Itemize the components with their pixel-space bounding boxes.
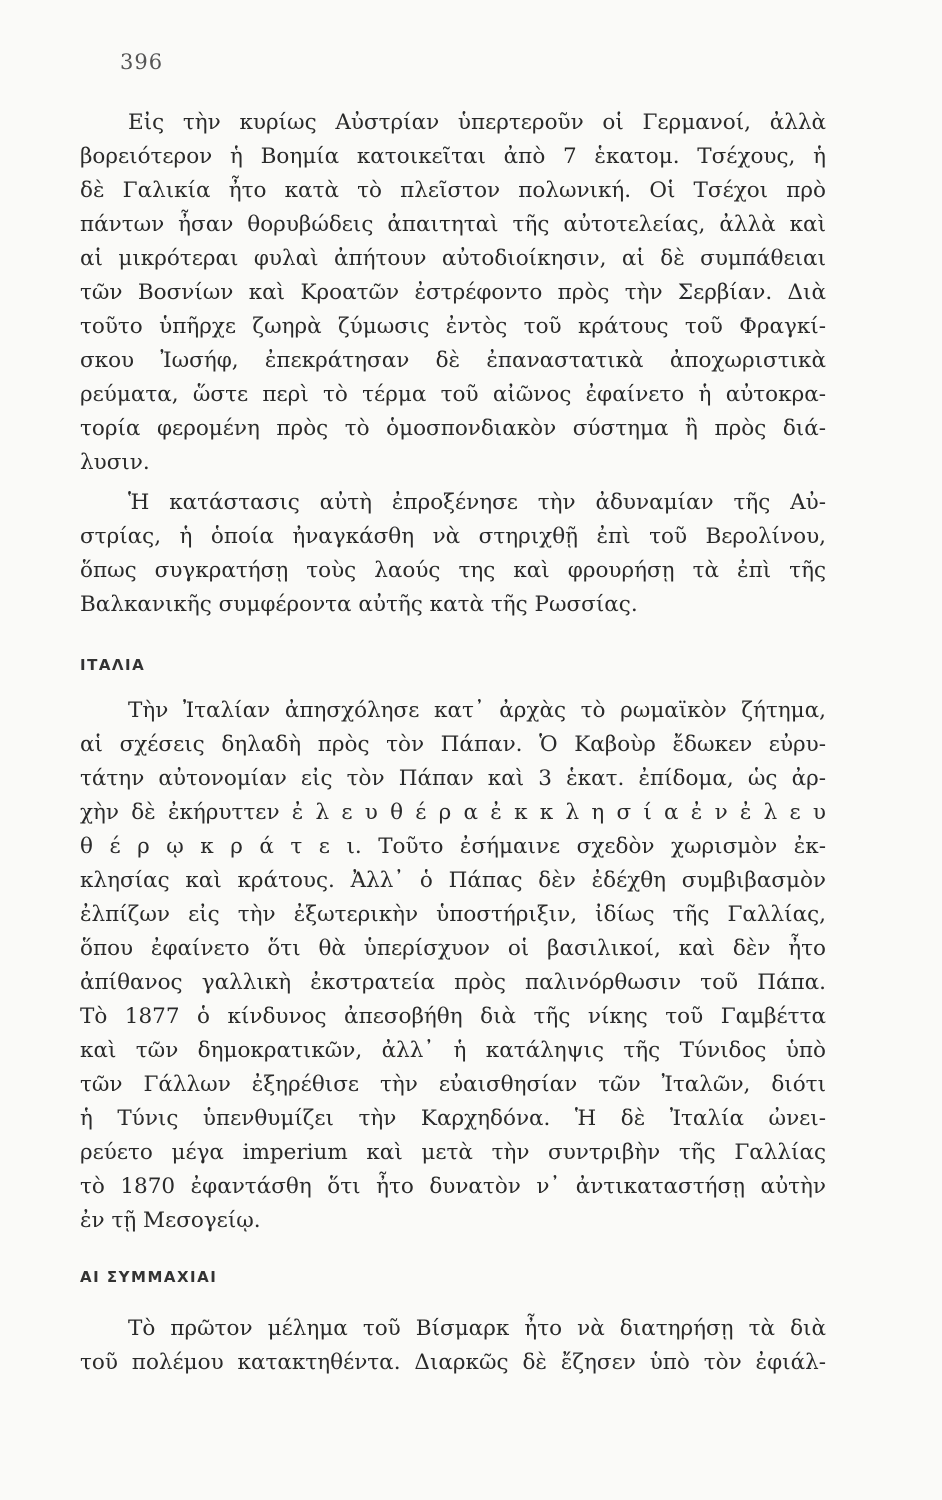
text-line: Τὴν Ἰταλίαν ἀπησχόλησε κατ᾽ ἀρχὰς τὸ ρωμαϊκὸν ζήτημα, — [128, 698, 826, 723]
paragraph-alliances — [80, 1312, 826, 1380]
text-line: χὴν δὲ ἐκήρυττεν ἐ λ ε υ θ έ ρ α ἐ κ κ λ η σ ί α ἐ ν ἐ λ ε υ — [80, 800, 826, 825]
paragraph-austria-2 — [80, 486, 826, 622]
text-line: ὅπως συγκρατήσῃ τοὺς λαούς της καὶ φρουρήσῃ τὰ ἐπὶ τῆς — [80, 558, 826, 583]
text-line: τῶν Γάλλων ἐξηρέθισε τὴν εὐαισθησίαν τῶν Ἰταλῶν, διότι — [80, 1072, 826, 1097]
text-line: πάντων ἦσαν θορυβώδεις ἀπαιτηταὶ τῆς αὐτοτελείας, ἀλλὰ καὶ — [80, 212, 826, 237]
text-line: ἐλπίζων εἰς τὴν ἐξωτερικὴν ὑποστήριξιν, ἰδίως τῆς Γαλλίας, — [80, 902, 826, 927]
text-line: Εἰς τὴν κυρίως Αὐστρίαν ὑπερτεροῦν οἱ Γερμανοί, ἀλλὰ — [128, 110, 826, 135]
text-line: ὅπου ἐφαίνετο ὅτι θὰ ὑπερίσχυον οἱ βασιλικοί, καὶ δὲν ἦτο — [80, 936, 826, 961]
text-line: τοῦτο ὑπῆρχε ζωηρὰ ζύμωσις ἐντὸς τοῦ κράτους τοῦ Φραγκί- — [80, 314, 826, 339]
text-line: βορειότερον ἡ Βοημία κατοικεῖται ἀπὸ 7 ἑκατομ. Τσέχους, ἡ — [80, 144, 826, 169]
text-line: τὸ 1870 ἐφαντάσθη ὅτι ἦτο δυνατὸν ν᾽ ἀντικαταστήσῃ αὐτὴν — [80, 1174, 826, 1199]
text-line: καὶ τῶν δημοκρατικῶν, ἀλλ᾽ ἡ κατάληψις τῆς Τύνιδος ὑπὸ — [80, 1038, 826, 1063]
page-number: 396 — [120, 50, 164, 74]
text-line: Ἡ κατάστασις αὐτὴ ἐπροξένησε τὴν ἀδυναμίαν τῆς Αὐ- — [128, 490, 826, 515]
text-line: τῶν Βοσνίων καὶ Κροατῶν ἐστρέφοντο πρὸς τὴν Σερβίαν. Διὰ — [80, 280, 826, 305]
text-line: τορία φερομένη πρὸς τὸ ὁμοσπονδιακὸν σύστημα ἢ πρὸς διά- — [80, 416, 826, 441]
text-line: ρεύματα, ὥστε περὶ τὸ τέρμα τοῦ αἰῶνος ἐφαίνετο ἡ αὐτοκρα- — [80, 382, 826, 407]
text-line: ρεύετο μέγα imperium καὶ μετὰ τὴν συντριβὴν τῆς Γαλλίας — [80, 1140, 826, 1165]
section-heading-alliances: ΑΙ ΣΥΜΜΑΧΙΑΙ — [80, 1268, 218, 1286]
text-line: Τὸ πρῶτον μέλημα τοῦ Βίσμαρκ ἦτο νὰ διατηρήσῃ τὰ διὰ — [128, 1316, 826, 1341]
text-line: λυσιν. — [80, 450, 150, 475]
section-heading-italy: ΙΤΑΛΙΑ — [80, 656, 146, 674]
text-line: Βαλκανικῆς συμφέροντα αὐτῆς κατὰ τῆς Ρωσσίας. — [80, 592, 638, 617]
text-line: αἱ σχέσεις δηλαδὴ πρὸς τὸν Πάπαν. Ὁ Καβοὺρ ἔδωκεν εὐρυ- — [80, 732, 826, 757]
text-line: ἡ Τύνις ὑπενθυμίζει τὴν Καρχηδόνα. Ἡ δὲ Ἰταλία ὠνει- — [80, 1106, 826, 1131]
text-line: τοῦ πολέμου κατακτηθέντα. Διαρκῶς δὲ ἔζησεν ὑπὸ τὸν ἐφιάλ- — [80, 1350, 826, 1375]
paragraph-italy — [80, 694, 826, 1238]
text-line: αἱ μικρότεραι φυλαὶ ἀπήτουν αὐτοδιοίκησιν, αἱ δὲ συμπάθειαι — [80, 246, 826, 271]
text-line: σκου Ἰωσήφ, ἐπεκράτησαν δὲ ἐπαναστατικὰ ἀποχωριστικὰ — [80, 348, 826, 373]
text-line: δὲ Γαλικία ἦτο κατὰ τὸ πλεῖστον πολωνική. Οἱ Τσέχοι πρὸ — [80, 178, 826, 203]
text-line: κλησίας καὶ κράτους. Ἀλλ᾽ ὁ Πάπας δὲν ἐδέχθη συμβιβασμὸν — [80, 868, 826, 893]
paragraph-austria-1 — [80, 106, 826, 480]
text-line: θ έ ρ ῳ κ ρ ά τ ε ι. Τοῦτο ἐσήμαινε σχεδὸν χωρισμὸν ἐκ- — [80, 834, 826, 859]
text-line: Τὸ 1877 ὁ κίνδυνος ἀπεσοβήθη διὰ τῆς νίκης τοῦ Γαμβέττα — [80, 1004, 826, 1029]
text-line: στρίας, ἡ ὁποία ἠναγκάσθη νὰ στηριχθῇ ἐπὶ τοῦ Βερολίνου, — [80, 524, 826, 549]
text-line: ἀπίθανος γαλλικὴ ἐκστρατεία πρὸς παλινόρθωσιν τοῦ Πάπα. — [80, 970, 826, 995]
text-line: ἐν τῇ Μεσογείῳ. — [80, 1208, 261, 1233]
text-line: τάτην αὐτονομίαν εἰς τὸν Πάπαν καὶ 3 ἑκατ. ἐπίδομα, ὡς ἀρ- — [80, 766, 826, 791]
